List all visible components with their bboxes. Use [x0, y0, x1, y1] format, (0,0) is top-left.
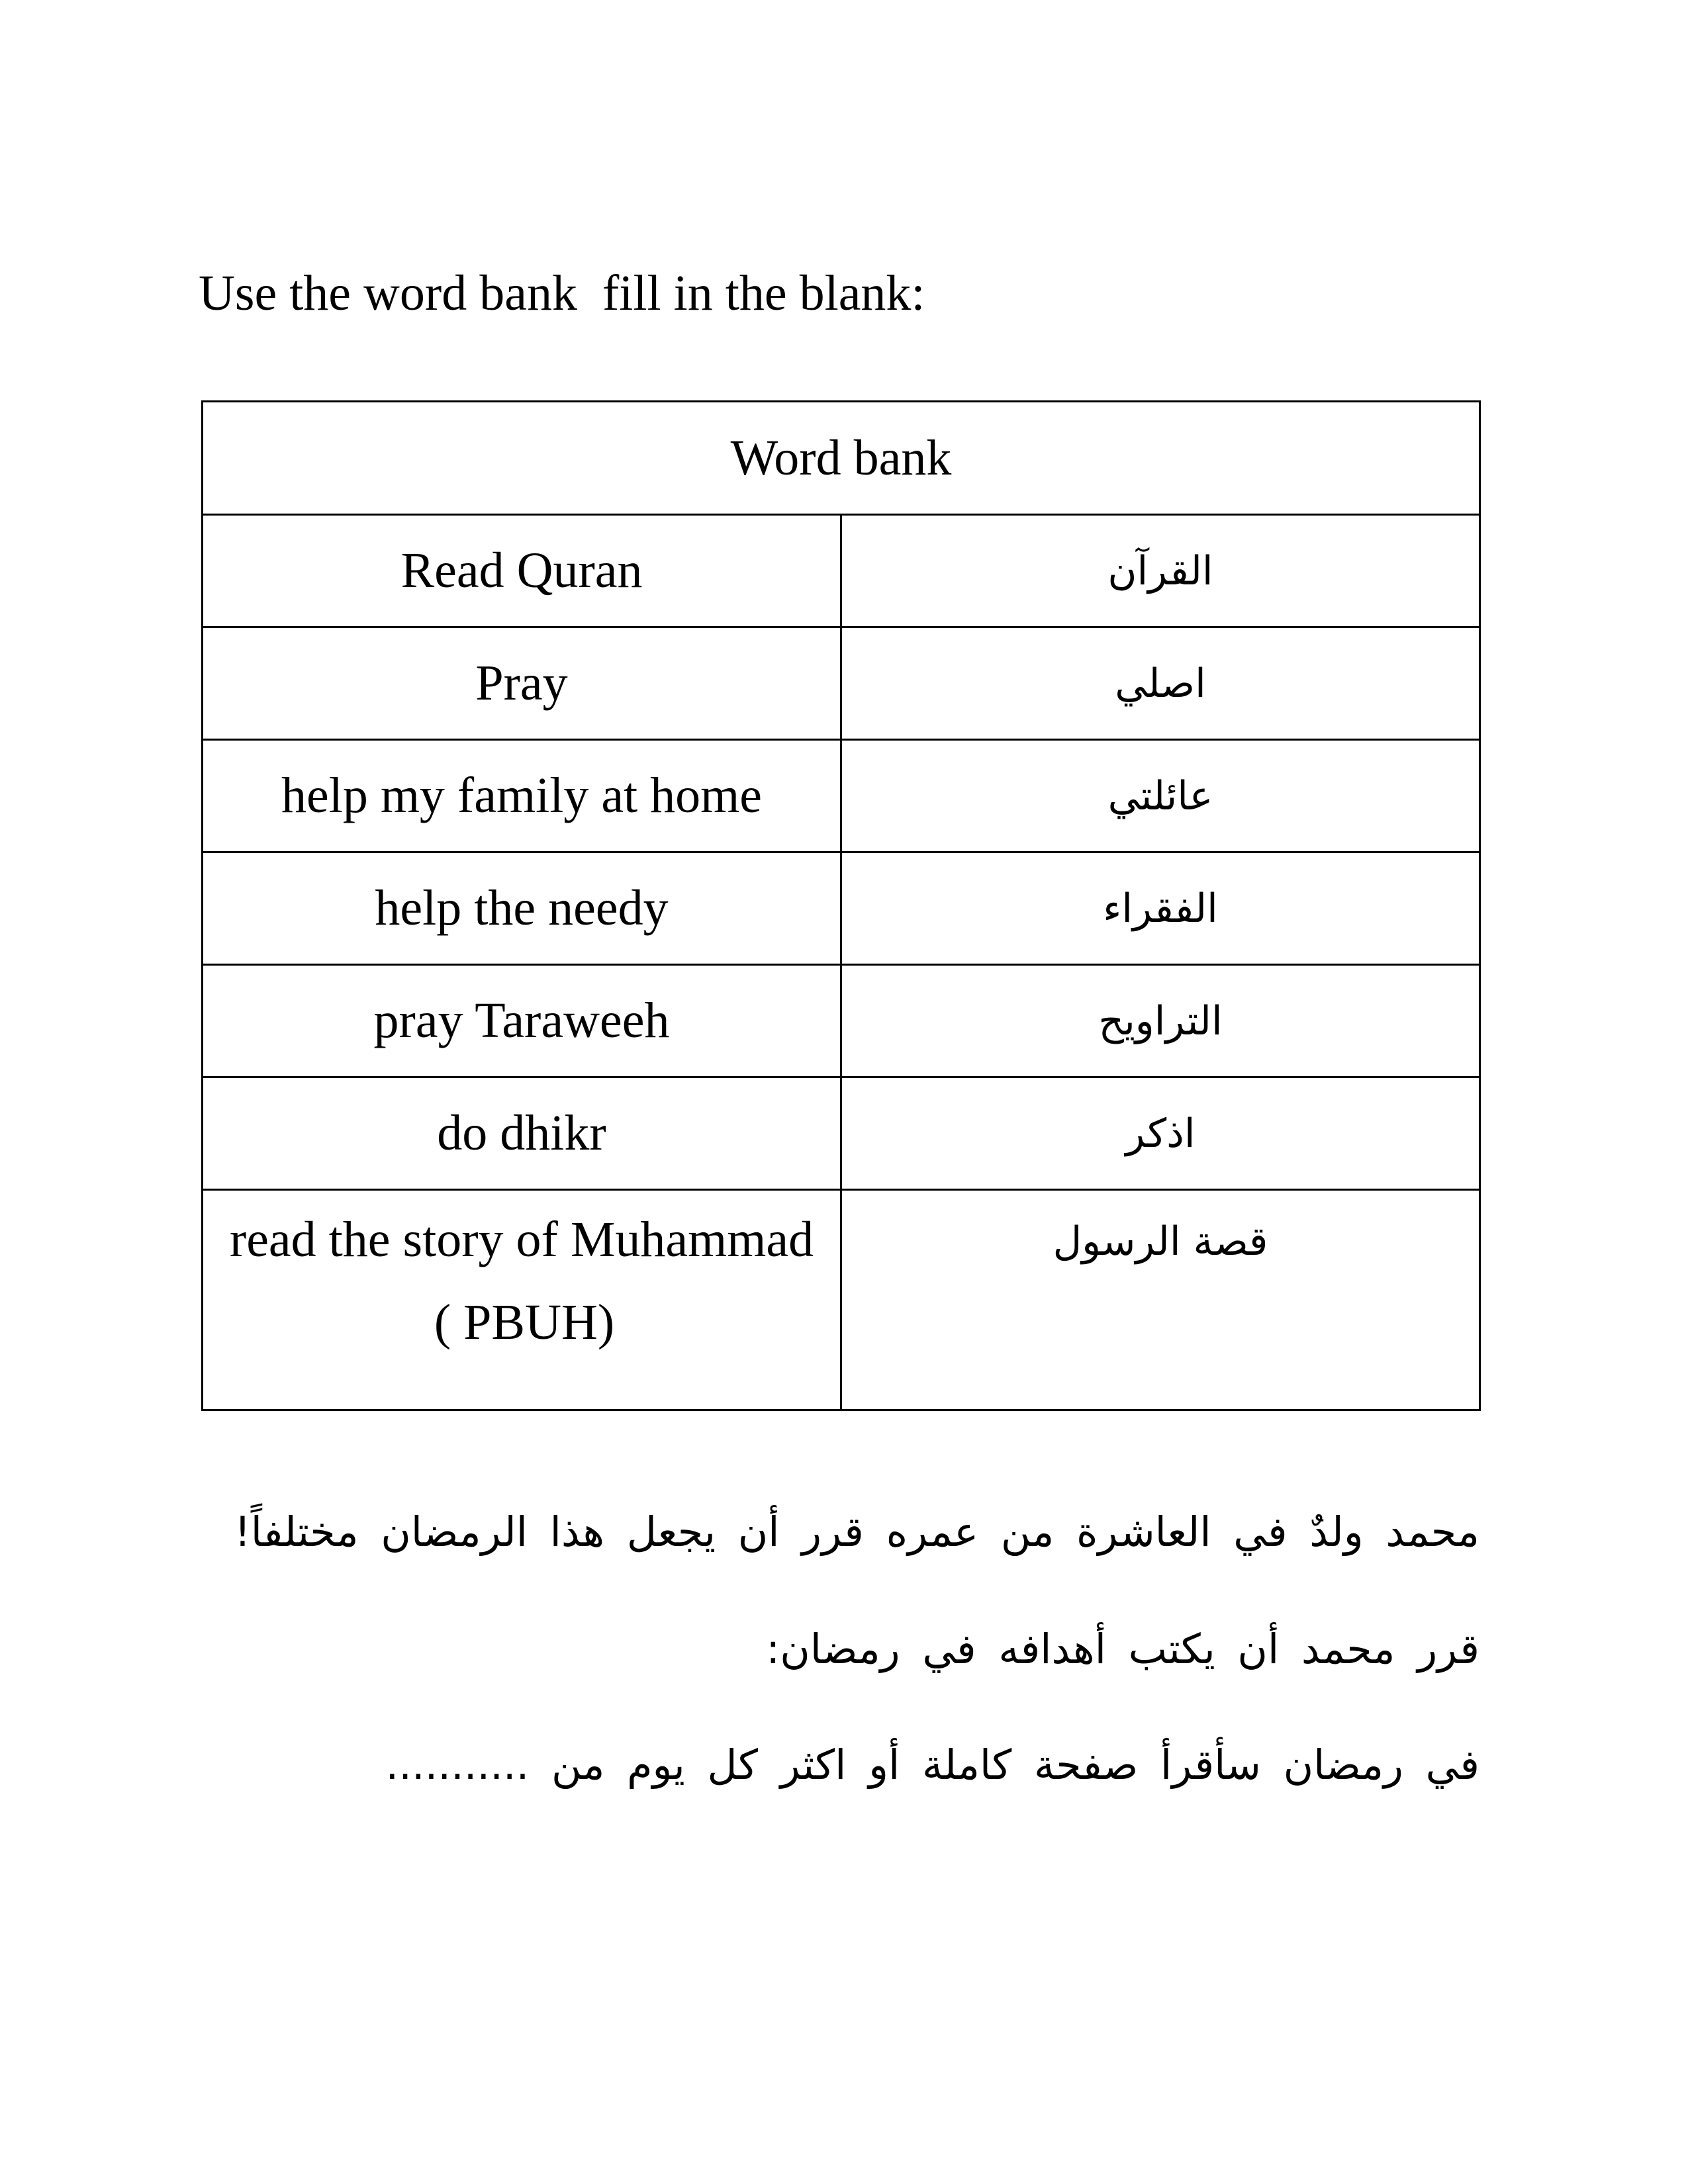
word-bank-row [203, 740, 1480, 852]
fill-in-blank-sentence: في رمضان سأقرأ صفحة كاملة أو اكثر كل يوم من ........... [385, 1741, 1479, 1789]
english-phrase: Pray [203, 627, 841, 740]
arabic-word: عائلتي [841, 740, 1480, 852]
arabic-word: اصلي [841, 627, 1480, 740]
english-phrase: pray Taraweeh [203, 965, 841, 1077]
word-bank-row [203, 515, 1480, 627]
arabic-word: اذكر [841, 1077, 1480, 1190]
english-phrase: help my family at home [203, 740, 841, 852]
english-phrase [203, 1190, 841, 1410]
story-sentence-1: محمد ولدٌ في العاشرة من عمره قرر أن يجعل هذا الرمضان مختلفاً! [234, 1508, 1479, 1556]
word-bank-row [203, 965, 1480, 1077]
arabic-word: التراويح [841, 965, 1480, 1077]
english-phrase: help the needy [203, 852, 841, 965]
word-bank-title: Word bank [203, 402, 1480, 515]
word-bank-row [203, 627, 1480, 740]
story-sentence-2: قرر محمد أن يكتب أهدافه في رمضان: [766, 1625, 1479, 1673]
word-bank-header-row [203, 402, 1480, 515]
english-phrase-line-2: ( PBUH) [434, 1295, 615, 1350]
instruction-text: Use the word bank fill in the blank: [199, 265, 925, 321]
arabic-word: القرآن [841, 515, 1480, 627]
english-phrase-line-1: read the story of Muhammad [229, 1212, 814, 1267]
english-phrase: Read Quran [203, 515, 841, 627]
word-bank-row [203, 852, 1480, 965]
arabic-word: الفقراء [841, 852, 1480, 965]
word-bank-row [203, 1077, 1480, 1190]
word-bank-table [201, 400, 1481, 1411]
arabic-word: قصة الرسول [841, 1190, 1480, 1410]
word-bank-row [203, 1190, 1480, 1410]
english-phrase: do dhikr [203, 1077, 841, 1190]
